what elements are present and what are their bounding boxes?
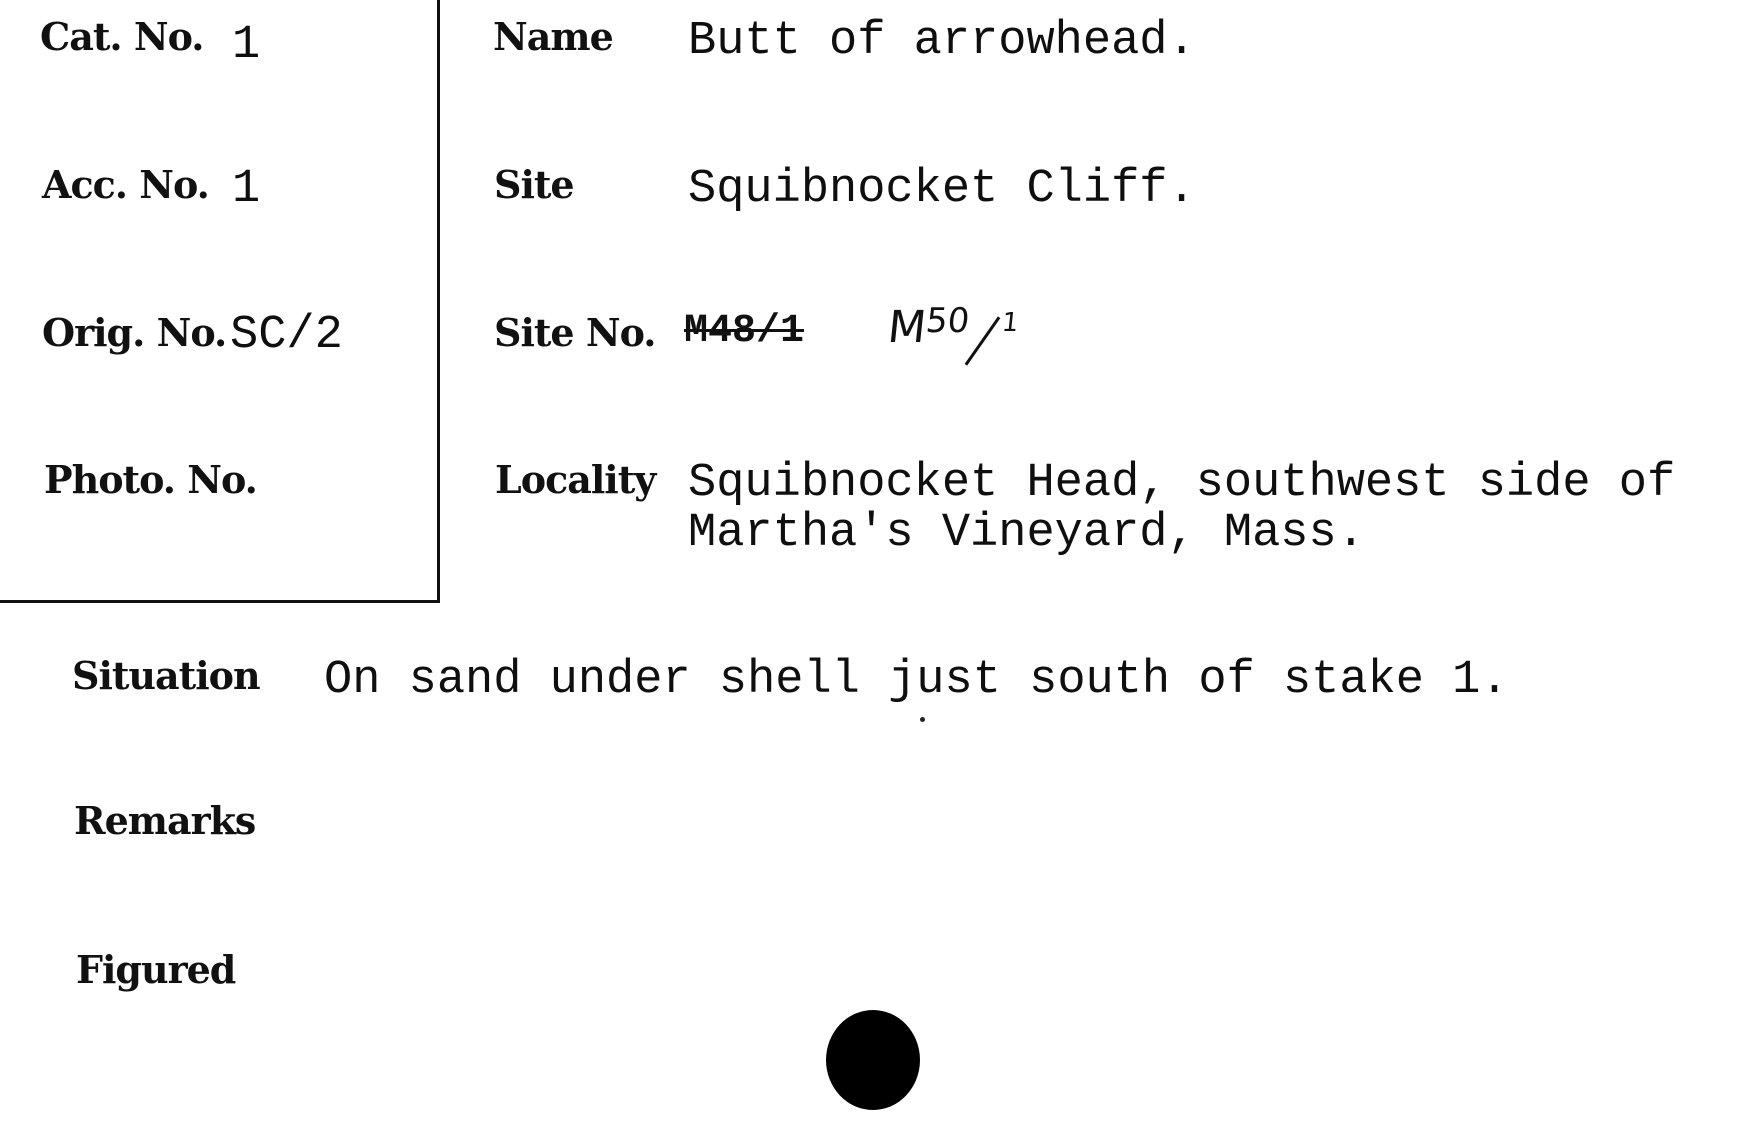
site-no-handwritten-prefix: M: [885, 302, 929, 353]
orig-no-label: Orig. No.: [42, 310, 227, 355]
photo-no-label: Photo. No.: [44, 457, 257, 502]
situation-value: On sand under shell just south of stake 1.: [324, 654, 1509, 707]
orig-no-value: SC/2: [230, 309, 343, 362]
situation-label: Situation: [72, 653, 260, 698]
locality-label: Locality: [495, 457, 656, 502]
cat-no-value: 1: [232, 19, 261, 72]
cat-no-label: Cat. No.: [40, 14, 204, 59]
site-value: Squibnocket Cliff.: [688, 163, 1196, 216]
site-no-struck-value: M48/1: [684, 309, 805, 354]
site-no-handwritten-denominator: 1: [1000, 308, 1021, 338]
name-label: Name: [493, 14, 613, 59]
locality-value: [688, 459, 1675, 559]
site-no-label: Site No.: [494, 310, 656, 355]
id-box: [0, 0, 440, 603]
locality-line-1: Squibnocket Head, southwest side of: [688, 457, 1676, 510]
locality-line-2: Martha's Vineyard, Mass.: [688, 507, 1365, 560]
site-label: Site: [494, 162, 574, 207]
figured-label: Figured: [76, 947, 236, 992]
ink-speck: [920, 717, 925, 722]
punch-hole: [826, 1010, 920, 1110]
site-no-handwritten-numerator: 50: [923, 301, 972, 341]
remarks-label: Remarks: [74, 798, 256, 843]
site-no-handwritten-slash: [965, 316, 1001, 365]
name-value: Butt of arrowhead.: [688, 15, 1196, 68]
acc-no-label: Acc. No.: [42, 162, 209, 207]
acc-no-value: 1: [232, 163, 261, 216]
